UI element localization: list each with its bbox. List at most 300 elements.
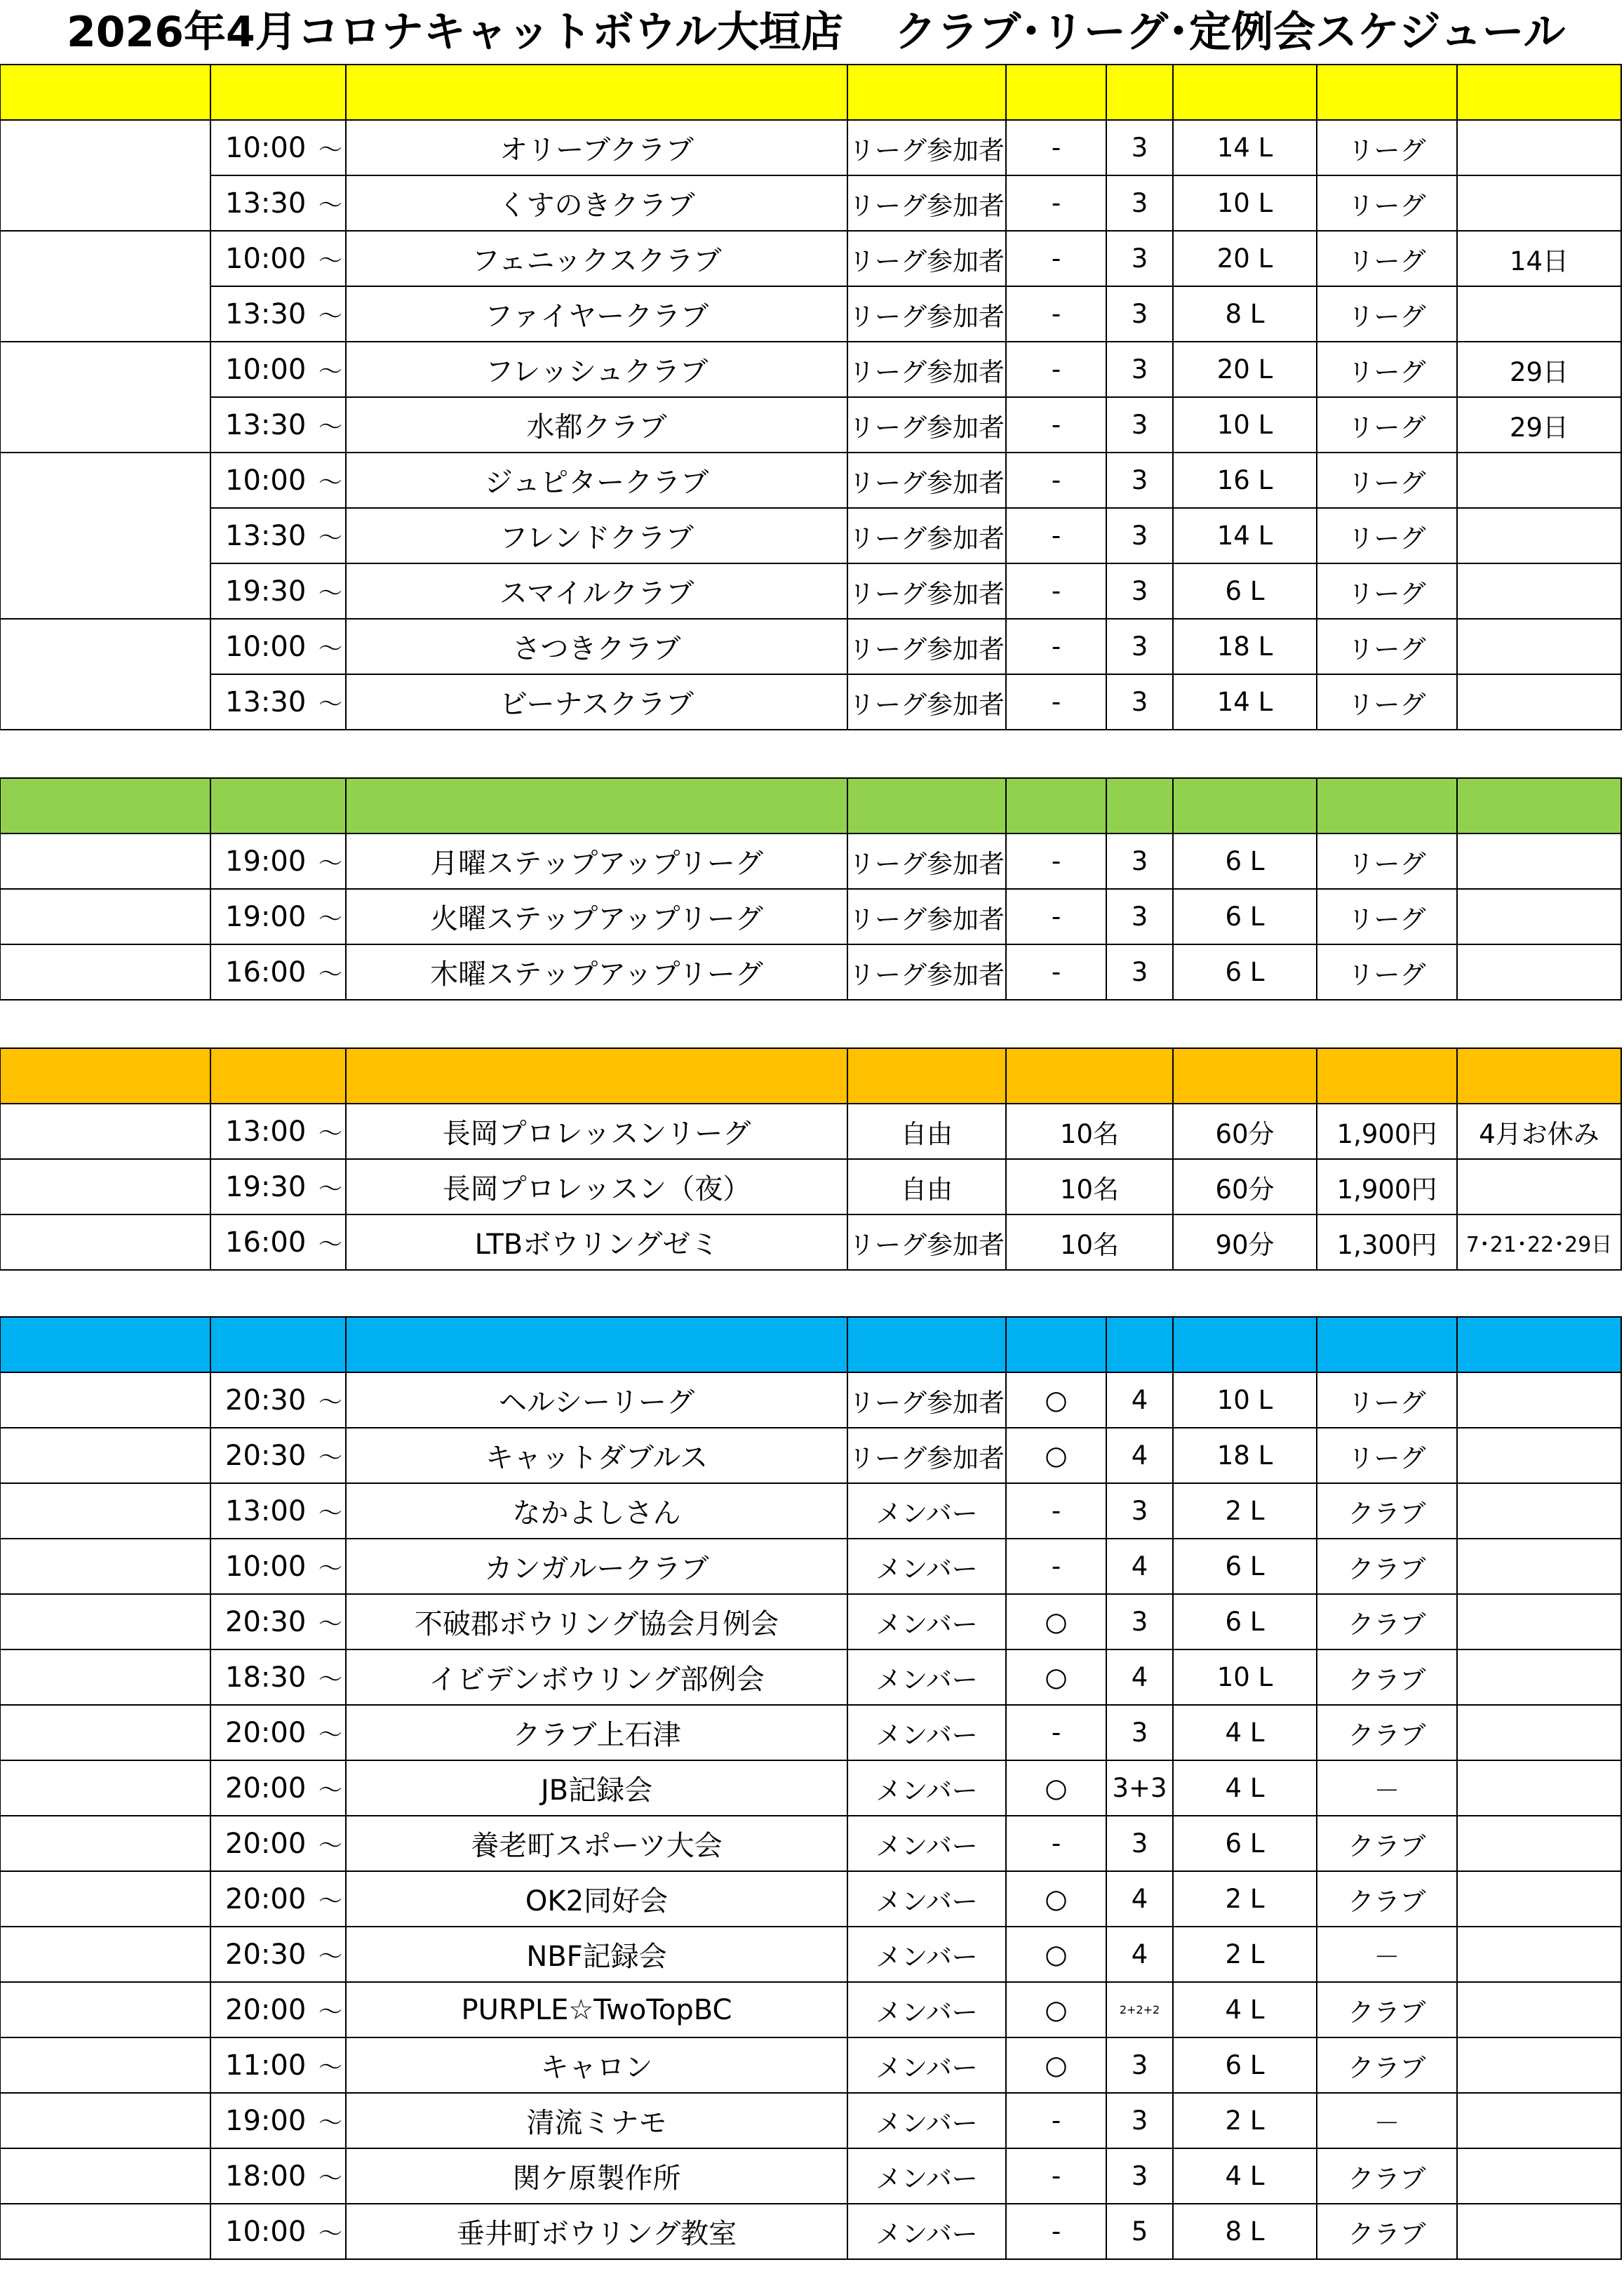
start-time-value: 20:00 — [225, 1772, 307, 1805]
row-cell-col5: ○ — [1005, 1372, 1107, 1428]
row-cell-col6: 3 — [1106, 341, 1174, 398]
row-cell-col5: - — [1005, 674, 1107, 730]
tilde-mark: ～ — [318, 580, 342, 608]
row-cell-col5: ○ — [1005, 2037, 1107, 2094]
row-cell-col6: 5 — [1106, 2203, 1174, 2260]
row-cell-col8: リーグ — [1316, 507, 1458, 564]
row-cell-col6: 3 — [1106, 1704, 1174, 1761]
row-cell-eligibility: リーグ参加者 — [847, 1427, 1007, 1484]
row-cell-col6: 3 — [1106, 674, 1174, 730]
row-cell-col5: - — [1005, 396, 1107, 453]
row-cell-col6: 2+2+2 — [1106, 1981, 1174, 2038]
row-cell-start-time — [210, 2037, 347, 2094]
row-cell-eligibility: リーグ参加者 — [847, 507, 1007, 564]
start-time-value: 13:00 — [225, 1494, 307, 1527]
row-cell-col7: 4 L — [1172, 1760, 1317, 1816]
row-cell-col9 — [1456, 563, 1622, 620]
row-cell-eligibility: リーグ参加者 — [847, 396, 1007, 453]
row-cell-col5: ○ — [1005, 1427, 1107, 1484]
row-cell-col5: - — [1005, 230, 1107, 287]
row-cell-col6: 3 — [1106, 2148, 1174, 2204]
row-cell-col6: 4 — [1106, 1372, 1174, 1428]
row-cell-name: ジュピタークラブ — [345, 452, 848, 509]
start-time-value: 11:00 — [225, 2049, 307, 2082]
header-cell-col7 — [1172, 777, 1317, 834]
row-cell-eligibility: リーグ参加者 — [847, 230, 1007, 287]
header-cell-day — [0, 1048, 211, 1104]
row-cell-start-time — [210, 1704, 347, 1761]
row-cell-eligibility: リーグ参加者 — [847, 1372, 1007, 1428]
row-cell-eligibility: 自由 — [847, 1158, 1007, 1215]
row-cell-name: 関ケ原製作所 — [345, 2148, 848, 2204]
row-cell-eligibility: リーグ参加者 — [847, 618, 1007, 675]
start-time-value: 13:30 — [225, 519, 307, 552]
row-cell-col6: 60分 — [1172, 1103, 1317, 1160]
row-cell-eligibility: リーグ参加者 — [847, 563, 1007, 620]
row-cell-col9 — [1456, 507, 1622, 564]
tilde-mark: ～ — [318, 961, 342, 989]
row-cell-col8: リーグ — [1316, 119, 1458, 176]
day-cell — [0, 1158, 211, 1215]
row-cell-col9 — [1456, 888, 1622, 945]
header-cell-start-time — [210, 64, 347, 121]
row-cell-col7: 18 L — [1172, 1427, 1317, 1484]
page-title-schedule: クラブ･リーグ･定例会スケジュール — [894, 8, 1566, 57]
row-cell-col7: 6 L — [1172, 833, 1317, 890]
header-cell-start-time — [210, 1316, 347, 1373]
tilde-mark: ～ — [318, 1175, 342, 1203]
day-cell — [0, 1870, 211, 1927]
row-cell-eligibility: メンバー — [847, 1760, 1007, 1816]
start-time-value: 13:30 — [225, 408, 307, 441]
header-cell-col8 — [1456, 1048, 1622, 1104]
row-cell-col8: リーグ — [1316, 175, 1458, 232]
row-cell-col9 — [1456, 1704, 1622, 1761]
row-cell-col5: - — [1005, 119, 1107, 176]
row-cell-col8: リーグ — [1316, 1427, 1458, 1484]
row-cell-col5: - — [1005, 833, 1107, 890]
row-cell-eligibility: メンバー — [847, 2148, 1007, 2204]
tilde-mark: ～ — [318, 1444, 342, 1472]
start-time-value: 19:00 — [225, 2104, 307, 2137]
row-cell-start-time — [210, 1926, 347, 1983]
row-cell-col7: 6 L — [1172, 944, 1317, 1000]
row-cell-col8: クラブ — [1316, 1649, 1458, 1706]
row-cell-col9 — [1456, 1649, 1622, 1706]
row-cell-col9 — [1456, 2092, 1622, 2149]
row-cell-start-time — [210, 888, 347, 945]
row-cell-name: LTBボウリングゼミ — [345, 1214, 848, 1271]
row-cell-eligibility: リーグ参加者 — [847, 341, 1007, 398]
row-cell-eligibility: メンバー — [847, 2037, 1007, 2094]
header-cell-col9 — [1456, 64, 1622, 121]
header-cell-day — [0, 64, 211, 121]
row-cell-name: JB記録会 — [345, 1760, 848, 1816]
row-cell-name: 不破郡ボウリング協会月例会 — [345, 1593, 848, 1650]
start-time-value: 20:30 — [225, 1605, 307, 1638]
row-cell-col9 — [1456, 2037, 1622, 2094]
start-time-value: 13:30 — [225, 297, 307, 330]
row-cell-eligibility: リーグ参加者 — [847, 833, 1007, 890]
row-cell-col6: 3+3 — [1106, 1760, 1174, 1816]
row-cell-col8: リーグ — [1316, 944, 1458, 1000]
row-cell-start-time — [210, 1593, 347, 1650]
header-cell-col5 — [1005, 1048, 1174, 1104]
row-cell-col7: 18 L — [1172, 618, 1317, 675]
row-cell-col9: 14日 — [1456, 230, 1622, 287]
header-cell-col8 — [1316, 777, 1458, 834]
row-cell-eligibility: メンバー — [847, 1926, 1007, 1983]
day-cell — [0, 2203, 211, 2260]
tilde-mark: ～ — [318, 1998, 342, 2026]
header-cell-col7 — [1316, 1048, 1458, 1104]
tilde-mark: ～ — [318, 2054, 342, 2082]
row-cell-name: フレッシュクラブ — [345, 341, 848, 398]
row-cell-start-time — [210, 1870, 347, 1927]
row-cell-name: PURPLE☆TwoTopBC — [345, 1981, 848, 2038]
row-cell-col7: 10 L — [1172, 1649, 1317, 1706]
day-cell — [0, 1704, 211, 1761]
row-cell-col6: 4 — [1106, 1427, 1174, 1484]
row-cell-col6: 3 — [1106, 563, 1174, 620]
row-cell-col9 — [1456, 1427, 1622, 1484]
row-cell-col7: 1,900円 — [1316, 1158, 1458, 1215]
row-cell-col9 — [1456, 618, 1622, 675]
row-cell-eligibility: メンバー — [847, 1649, 1007, 1706]
tilde-mark: ～ — [318, 247, 342, 275]
row-cell-eligibility: メンバー — [847, 1981, 1007, 2038]
start-time-value: 10:00 — [225, 464, 307, 497]
page-title-store: 2026年4月コロナキャットボウル大垣店 — [67, 8, 843, 57]
row-cell-col8: リーグ — [1316, 341, 1458, 398]
day-cell — [0, 341, 211, 453]
start-time-value: 10:00 — [225, 1550, 307, 1583]
tilde-mark: ～ — [318, 1666, 342, 1694]
header-cell-col7 — [1172, 64, 1317, 121]
row-cell-col5: ○ — [1005, 1649, 1107, 1706]
row-cell-col8: クラブ — [1316, 1593, 1458, 1650]
row-cell-col7: 2 L — [1172, 1870, 1317, 1927]
row-cell-start-time — [210, 286, 347, 342]
header-cell-col8 — [1316, 64, 1458, 121]
header-cell-col6 — [1106, 64, 1174, 121]
row-cell-col7: 4 L — [1172, 1981, 1317, 2038]
header-cell-col6 — [1106, 1316, 1174, 1373]
row-cell-col7: 6 L — [1172, 1538, 1317, 1595]
row-cell-col8: リーグ — [1316, 396, 1458, 453]
row-cell-col6: 90分 — [1172, 1214, 1317, 1271]
row-cell-start-time — [210, 2148, 347, 2204]
row-cell-col8: － — [1316, 2092, 1458, 2149]
row-cell-start-time — [210, 341, 347, 398]
row-cell-col7: 1,900円 — [1316, 1103, 1458, 1160]
start-time-value: 19:00 — [225, 900, 307, 933]
row-cell-col9 — [1456, 286, 1622, 342]
row-cell-col8: クラブ — [1316, 2148, 1458, 2204]
row-cell-name: フェニックスクラブ — [345, 230, 848, 287]
header-cell-start-time — [210, 777, 347, 834]
row-cell-name: さつきクラブ — [345, 618, 848, 675]
row-cell-col7: 6 L — [1172, 1593, 1317, 1650]
day-cell — [0, 452, 211, 620]
row-cell-start-time — [210, 1482, 347, 1539]
row-cell-col7: 20 L — [1172, 230, 1317, 287]
row-cell-col8: 4月お休み — [1456, 1103, 1622, 1160]
row-cell-col8: リーグ — [1316, 674, 1458, 730]
day-cell — [0, 1482, 211, 1539]
row-cell-start-time — [210, 1538, 347, 1595]
start-time-value: 20:00 — [225, 1827, 307, 1860]
tilde-mark: ～ — [318, 1499, 342, 1527]
header-cell-col5 — [1005, 1316, 1107, 1373]
day-cell — [0, 833, 211, 890]
row-cell-col9 — [1456, 1482, 1622, 1539]
start-time-value: 10:00 — [225, 353, 307, 386]
tilde-mark: ～ — [318, 358, 342, 386]
day-cell — [0, 1214, 211, 1271]
row-cell-col5: - — [1005, 1538, 1107, 1595]
row-cell-name: カンガルークラブ — [345, 1538, 848, 1595]
row-cell-start-time — [210, 1815, 347, 1872]
tilde-mark: ～ — [318, 1832, 342, 1860]
row-cell-col7: 2 L — [1172, 2092, 1317, 2149]
row-cell-name: 長岡プロレッスン（夜） — [345, 1158, 848, 1215]
tilde-mark: ～ — [318, 1120, 342, 1148]
row-cell-start-time — [210, 1158, 347, 1215]
row-cell-start-time — [210, 1103, 347, 1160]
row-cell-col9 — [1456, 2203, 1622, 2260]
row-cell-name: 火曜ステップアップリーグ — [345, 888, 848, 945]
row-cell-col9 — [1456, 944, 1622, 1000]
row-cell-col7: 14 L — [1172, 674, 1317, 730]
row-cell-start-time — [210, 119, 347, 176]
row-cell-eligibility: リーグ参加者 — [847, 286, 1007, 342]
tilde-mark: ～ — [318, 1555, 342, 1583]
row-cell-eligibility: メンバー — [847, 2203, 1007, 2260]
row-cell-col5: - — [1005, 507, 1107, 564]
row-cell-col7: 8 L — [1172, 2203, 1317, 2260]
row-cell-col5: - — [1005, 286, 1107, 342]
row-cell-start-time — [210, 230, 347, 287]
row-cell-start-time — [210, 2203, 347, 2260]
row-cell-col9 — [1456, 1760, 1622, 1816]
tilde-mark: ～ — [318, 413, 342, 441]
row-cell-col7: 6 L — [1172, 2037, 1317, 2094]
row-cell-col8: リーグ — [1316, 286, 1458, 342]
row-cell-name: クラブ上石津 — [345, 1704, 848, 1761]
row-cell-col5: - — [1005, 563, 1107, 620]
row-cell-start-time — [210, 507, 347, 564]
row-cell-name: フレンドクラブ — [345, 507, 848, 564]
row-cell-col9 — [1456, 1815, 1622, 1872]
row-cell-col6: 3 — [1106, 1593, 1174, 1650]
row-cell-col9: 29日 — [1456, 341, 1622, 398]
row-cell-col6: 3 — [1106, 944, 1174, 1000]
row-cell-col7: 6 L — [1172, 1815, 1317, 1872]
day-cell — [0, 1649, 211, 1706]
row-cell-name: 水都クラブ — [345, 396, 848, 453]
header-cell-col9 — [1456, 777, 1622, 834]
tilde-mark: ～ — [318, 1721, 342, 1749]
row-cell-col5: ○ — [1005, 1926, 1107, 1983]
row-cell-col5: ○ — [1005, 1981, 1107, 2038]
row-cell-col8: クラブ — [1316, 2203, 1458, 2260]
day-cell — [0, 1926, 211, 1983]
row-cell-col6: 4 — [1106, 1538, 1174, 1595]
tilde-mark: ～ — [318, 1943, 342, 1971]
row-cell-name: 木曜ステップアップリーグ — [345, 944, 848, 1000]
header-cell-start-time — [210, 1048, 347, 1104]
header-cell-name — [345, 777, 848, 834]
row-cell-eligibility: メンバー — [847, 1870, 1007, 1927]
header-cell-col5 — [1005, 64, 1107, 121]
row-cell-col5: - — [1005, 618, 1107, 675]
day-cell — [0, 1593, 211, 1650]
row-cell-col7: 10 L — [1172, 396, 1317, 453]
row-cell-name: 養老町スポーツ大会 — [345, 1815, 848, 1872]
row-cell-col5: 10名 — [1005, 1158, 1174, 1215]
start-time-value: 20:30 — [225, 1938, 307, 1971]
row-cell-eligibility: メンバー — [847, 1815, 1007, 1872]
row-cell-col7: 2 L — [1172, 1482, 1317, 1539]
row-cell-col9 — [1456, 674, 1622, 730]
header-cell-name — [345, 1048, 848, 1104]
row-cell-col5: - — [1005, 2203, 1107, 2260]
row-cell-col8: リーグ — [1316, 1372, 1458, 1428]
row-cell-name: キャロン — [345, 2037, 848, 2094]
row-cell-col8: リーグ — [1316, 618, 1458, 675]
row-cell-col9 — [1456, 1981, 1622, 2038]
row-cell-name: 清流ミナモ — [345, 2092, 848, 2149]
header-cell-col7 — [1172, 1316, 1317, 1373]
row-cell-col7: 10 L — [1172, 175, 1317, 232]
tilde-mark: ～ — [318, 469, 342, 497]
row-cell-start-time — [210, 1372, 347, 1428]
row-cell-col5: - — [1005, 1704, 1107, 1761]
row-cell-eligibility: リーグ参加者 — [847, 674, 1007, 730]
row-cell-col6: 4 — [1106, 1926, 1174, 1983]
row-cell-col5: - — [1005, 888, 1107, 945]
row-cell-eligibility: リーグ参加者 — [847, 175, 1007, 232]
day-cell — [0, 1760, 211, 1816]
row-cell-col9 — [1456, 175, 1622, 232]
tilde-mark: ～ — [318, 1776, 342, 1805]
tilde-mark: ～ — [318, 850, 342, 878]
row-cell-eligibility: リーグ参加者 — [847, 119, 1007, 176]
row-cell-col8: クラブ — [1316, 1482, 1458, 1539]
row-cell-name: スマイルクラブ — [345, 563, 848, 620]
day-cell — [0, 618, 211, 730]
row-cell-col6: 4 — [1106, 1649, 1174, 1706]
row-cell-col8: リーグ — [1316, 833, 1458, 890]
day-cell — [0, 2092, 211, 2149]
header-cell-eligibility — [847, 1316, 1007, 1373]
row-cell-name: 垂井町ボウリング教室 — [345, 2203, 848, 2260]
row-cell-col5: - — [1005, 341, 1107, 398]
tilde-mark: ～ — [318, 635, 342, 663]
row-cell-start-time — [210, 674, 347, 730]
tilde-mark: ～ — [318, 136, 342, 164]
row-cell-col8: クラブ — [1316, 1815, 1458, 1872]
row-cell-col8: リーグ — [1316, 230, 1458, 287]
row-cell-start-time — [210, 175, 347, 232]
row-cell-start-time — [210, 1649, 347, 1706]
row-cell-col7: 8 L — [1172, 286, 1317, 342]
start-time-value: 10:00 — [225, 242, 307, 275]
row-cell-start-time — [210, 944, 347, 1000]
row-cell-eligibility: メンバー — [847, 1482, 1007, 1539]
row-cell-start-time — [210, 833, 347, 890]
row-cell-col7: 4 L — [1172, 2148, 1317, 2204]
day-cell — [0, 1372, 211, 1428]
row-cell-col6: 3 — [1106, 507, 1174, 564]
row-cell-col7: 2 L — [1172, 1926, 1317, 1983]
row-cell-col7: 16 L — [1172, 452, 1317, 509]
row-cell-start-time — [210, 2092, 347, 2149]
row-cell-name: ファイヤークラブ — [345, 286, 848, 342]
start-time-value: 19:30 — [225, 1170, 307, 1203]
header-cell-day — [0, 1316, 211, 1373]
row-cell-col7: 14 L — [1172, 507, 1317, 564]
start-time-value: 10:00 — [225, 2215, 307, 2248]
start-time-value: 19:00 — [225, 845, 307, 878]
row-cell-col8: クラブ — [1316, 1538, 1458, 1595]
row-cell-col5: 10名 — [1005, 1214, 1174, 1271]
start-time-value: 20:30 — [225, 1384, 307, 1417]
tilde-mark: ～ — [318, 524, 342, 552]
row-cell-col7: 20 L — [1172, 341, 1317, 398]
header-cell-name — [345, 1316, 848, 1373]
row-cell-eligibility: リーグ参加者 — [847, 1214, 1007, 1271]
day-cell — [0, 119, 211, 232]
start-time-value: 16:00 — [225, 1226, 307, 1259]
row-cell-col9: 29日 — [1456, 396, 1622, 453]
day-cell — [0, 944, 211, 1000]
header-cell-col8 — [1316, 1316, 1458, 1373]
row-cell-start-time — [210, 396, 347, 453]
row-cell-col5: - — [1005, 175, 1107, 232]
row-cell-eligibility: リーグ参加者 — [847, 452, 1007, 509]
row-cell-col9 — [1456, 1372, 1622, 1428]
row-cell-col6: 3 — [1106, 2037, 1174, 2094]
header-cell-day — [0, 777, 211, 834]
row-cell-start-time — [210, 563, 347, 620]
day-cell — [0, 1981, 211, 2038]
row-cell-eligibility: メンバー — [847, 2092, 1007, 2149]
row-cell-col6: 3 — [1106, 286, 1174, 342]
row-cell-col9 — [1456, 1538, 1622, 1595]
start-time-value: 18:00 — [225, 2160, 307, 2193]
tilde-mark: ～ — [318, 1388, 342, 1417]
row-cell-col6: 3 — [1106, 618, 1174, 675]
row-cell-col8: － — [1316, 1760, 1458, 1816]
row-cell-col8 — [1456, 1158, 1622, 1215]
header-cell-eligibility — [847, 777, 1007, 834]
row-cell-start-time — [210, 1427, 347, 1484]
row-cell-col8: 7･21･22･29日 — [1456, 1214, 1622, 1271]
row-cell-name: 月曜ステップアップリーグ — [345, 833, 848, 890]
header-cell-col6 — [1106, 777, 1174, 834]
row-cell-col9 — [1456, 452, 1622, 509]
tilde-mark: ～ — [318, 1887, 342, 1915]
header-cell-col5 — [1005, 777, 1107, 834]
start-time-value: 20:00 — [225, 1882, 307, 1915]
start-time-value: 13:30 — [225, 187, 307, 220]
row-cell-col6: 4 — [1106, 1870, 1174, 1927]
row-cell-name: 長岡プロレッスンリーグ — [345, 1103, 848, 1160]
start-time-value: 20:00 — [225, 1993, 307, 2026]
row-cell-start-time — [210, 1214, 347, 1271]
